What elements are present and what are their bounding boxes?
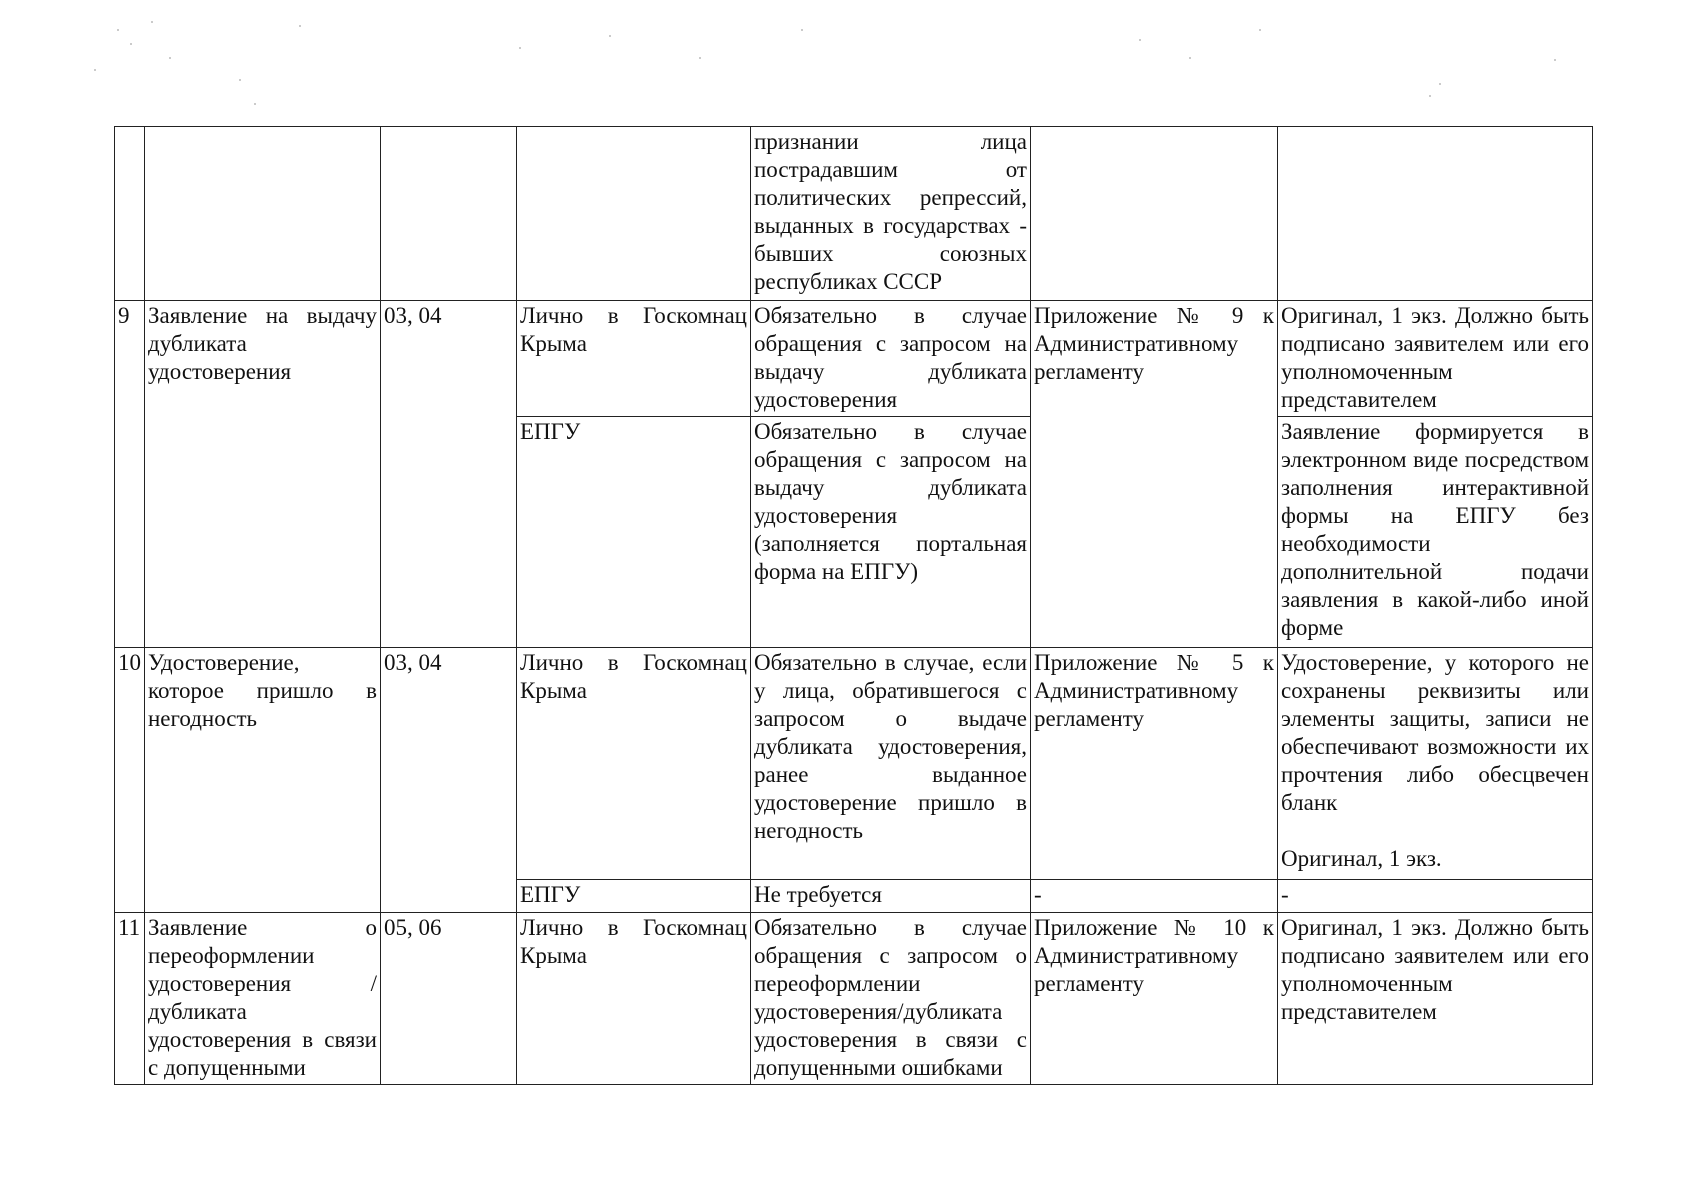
- table-row-10: [115, 648, 1593, 880]
- submission-method: ЕПГУ: [517, 880, 751, 913]
- cell-method-cont: [517, 127, 751, 301]
- requirements-copy: Оригинал, 1 экз.: [1281, 846, 1442, 871]
- cell-num-cont: [115, 127, 145, 301]
- submission-condition: Обязательно в случае обращения с запросом о переоформлении удостоверения/дубликата удостоверения в связи с допущенными ошибками: [751, 913, 1031, 1085]
- document-name: Удостоверение, которое пришло в негодность: [145, 648, 381, 913]
- form-reference: -: [1031, 880, 1278, 913]
- continuation-row: [115, 127, 1593, 301]
- submission-condition: Обязательно в случае обращения с запросом на выдачу дубликата удостоверения (заполняется портальная форма на ЕПГУ): [751, 417, 1031, 648]
- requirements: Оригинал, 1 экз. Должно быть подписано заявителем или его уполномоченным представителем: [1278, 301, 1593, 417]
- submission-method: Лично в Госкомнац Крыма: [517, 648, 751, 880]
- requirements-text: Удостоверение, у которого не сохранены реквизиты или элементы защиты, записи не обеспечивают возможности их прочтения либо обесцвечен бланк: [1281, 650, 1589, 815]
- row-number: 11: [115, 913, 145, 1085]
- documents-table: [114, 126, 1593, 1085]
- cell-req-cont: [1278, 127, 1593, 301]
- document-name: Заявление на выдачу дубликата удостоверения: [145, 301, 381, 648]
- requirements: Оригинал, 1 экз. Должно быть подписано заявителем или его уполномоченным представителем: [1278, 913, 1593, 1085]
- row-number: 10: [115, 648, 145, 913]
- document-codes: 05, 06: [381, 913, 517, 1085]
- scan-noise: [0, 0, 1698, 130]
- form-reference: Приложение № 10 к Административному регламенту: [1031, 913, 1278, 1085]
- form-reference: Приложение № 5 к Административному регламенту: [1031, 648, 1278, 880]
- form-reference: Приложение № 9 к Административному регламенту: [1031, 301, 1278, 648]
- submission-condition: Не требуется: [751, 880, 1031, 913]
- submission-method: ЕПГУ: [517, 417, 751, 648]
- submission-condition: Обязательно в случае, если у лица, обратившегося с запросом о выдаче дубликата удостоверения, ранее выданное удостоверение пришло в негодность: [751, 648, 1031, 880]
- document-codes: 03, 04: [381, 648, 517, 913]
- document-codes: 03, 04: [381, 301, 517, 648]
- table-row-9: [115, 301, 1593, 417]
- requirements: -: [1278, 880, 1593, 913]
- submission-method: Лично в Госкомнац Крыма: [517, 913, 751, 1085]
- cell-form-cont: [1031, 127, 1278, 301]
- document-name: Заявление о переоформлении удостоверения /дубликата удостоверения в связи с допущенными: [145, 913, 381, 1085]
- cell-doc-cont: [145, 127, 381, 301]
- table-row-11: [115, 913, 1593, 1085]
- requirements: Заявление формируется в электронном виде посредством заполнения интерактивной формы на ЕПГУ без необходимости дополнительной подачи заявления в какой-либо иной форме: [1278, 417, 1593, 648]
- cell-condition-cont: признании лица пострадавшим от политических репрессий, выданных в государствах - бывших союзных республиках СССР: [751, 127, 1031, 301]
- row-number: 9: [115, 301, 145, 648]
- cell-codes-cont: [381, 127, 517, 301]
- submission-method: Лично в Госкомнац Крыма: [517, 301, 751, 417]
- requirements: [1278, 648, 1593, 880]
- submission-condition: Обязательно в случае обращения с запросом на выдачу дубликата удостоверения: [751, 301, 1031, 417]
